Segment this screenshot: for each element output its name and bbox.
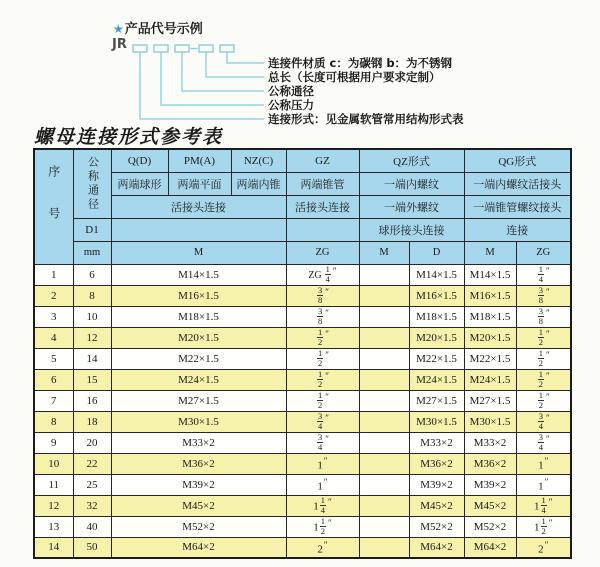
header-unit-qg-m: M <box>464 241 516 264</box>
table-row <box>34 369 571 390</box>
header-group-gz: GZ <box>286 149 359 172</box>
table-header <box>34 149 571 264</box>
header-external-thread: 一端外螺纹 <box>359 195 464 218</box>
cell-qg-m: M36×2 <box>464 453 516 474</box>
cell-gz-size: $\frac{1}{2}$ ″ <box>286 369 359 390</box>
table-row <box>34 285 571 306</box>
cell-gz-size: 1 $\frac{1}{4}$ ″ <box>286 495 359 516</box>
header-desc-pma: 两端平面 <box>168 172 231 195</box>
cell-qz-m <box>359 474 409 495</box>
header-unit-m: M <box>111 241 286 264</box>
cell-qg-m: M33×2 <box>464 432 516 453</box>
cell-gz-size: $\frac{1}{2}$ ″ <box>286 390 359 411</box>
cell-union-thread: M33×2 <box>111 432 286 453</box>
cell-qg-zg: 2″ <box>516 537 571 558</box>
header-unit-qz-d: D <box>409 241 464 264</box>
cell-qg-zg: $\frac{1}{2}$ ″ <box>516 369 571 390</box>
cell-seq: 1 <box>34 264 73 285</box>
cell-qz-d: M24×1.5 <box>409 369 464 390</box>
cell-nominal-diameter: 20 <box>73 432 111 453</box>
product-code-boxes <box>133 45 234 52</box>
header-d1: D1 <box>73 218 111 241</box>
cell-union-thread: M14×1.5 <box>111 264 286 285</box>
cell-nominal-diameter: 40 <box>73 516 111 537</box>
cell-qz-d: M36×2 <box>409 453 464 474</box>
cell-qg-zg: 1″ <box>516 474 571 495</box>
code-box <box>199 45 213 52</box>
header-group-qg: QG形式 <box>464 149 571 172</box>
cell-gz-size: $\frac{1}{2}$ ″ <box>286 327 359 348</box>
connector-line <box>140 52 264 119</box>
table-row <box>34 348 571 369</box>
header-desc-nzc: 两端内锥 <box>231 172 286 195</box>
cell-seq: 7 <box>34 390 73 411</box>
cell-gz-size: $\frac{1}{2}$ ″ <box>286 348 359 369</box>
header-unit-mm: mm <box>73 241 111 264</box>
cell-qg-m: M20×1.5 <box>464 327 516 348</box>
table-row <box>34 474 571 495</box>
cell-qg-zg: $\frac{3}{4}$ ″ <box>516 411 571 432</box>
code-label-nominal-pressure: 公称压力 <box>268 98 314 112</box>
cell-qg-m: M18×1.5 <box>464 306 516 327</box>
cell-qg-zg: 1 $\frac{1}{2}$ ″ <box>516 516 571 537</box>
header-seq: 序号 <box>34 149 73 264</box>
code-label-nominal-diameter: 公称通径 <box>268 84 314 98</box>
cell-union-thread: M64×2 <box>111 537 286 558</box>
cell-gz-size: 1″ <box>286 453 359 474</box>
cell-qz-m <box>359 327 409 348</box>
star-icon: ★ <box>113 22 124 36</box>
cell-qg-m: M22×1.5 <box>464 348 516 369</box>
cell-nominal-diameter: 10 <box>73 306 111 327</box>
cell-gz-size: $\frac{3}{8}$ ″ <box>286 285 359 306</box>
cell-qg-m: M52×2 <box>464 516 516 537</box>
cell-qz-m <box>359 369 409 390</box>
cell-qg-m: M24×1.5 <box>464 369 516 390</box>
table-row <box>34 432 571 453</box>
header-union-connection-gz: 活接头连接 <box>286 195 359 218</box>
cell-qg-zg: $\frac{3}{4}$ ″ <box>516 432 571 453</box>
cell-union-thread: M24×1.5 <box>111 369 286 390</box>
cell-qz-m <box>359 285 409 306</box>
product-code-prefix: JR <box>112 37 127 52</box>
cell-qz-d: M14×1.5 <box>409 264 464 285</box>
cell-qg-zg: $\frac{1}{2}$ ″ <box>516 348 571 369</box>
cell-nominal-diameter: 8 <box>73 285 111 306</box>
code-label-connection-type: 连接形式：见金属软管常用结构形式表 <box>268 112 464 126</box>
code-label-length: 总长（长度可根据用户要求定制） <box>268 70 441 84</box>
cell-qz-d: M16×1.5 <box>409 285 464 306</box>
cell-qz-m <box>359 432 409 453</box>
code-box <box>175 45 189 52</box>
cell-gz-size: 1″ <box>286 474 359 495</box>
header-group-nzc: NZ(C) <box>231 149 286 172</box>
cell-nominal-diameter: 22 <box>73 453 111 474</box>
table-row <box>34 516 571 537</box>
cell-qz-d: M30×1.5 <box>409 411 464 432</box>
header-desc-qd: 两端球形 <box>111 172 168 195</box>
cell-seq: 3 <box>34 306 73 327</box>
table-row <box>34 327 571 348</box>
cell-seq: 8 <box>34 411 73 432</box>
cell-seq: 12 <box>34 495 73 516</box>
header-nominal-diameter: 公称通径 <box>73 149 111 218</box>
cell-gz-size: 2″ <box>286 537 359 558</box>
cell-qz-d: M20×1.5 <box>409 327 464 348</box>
cell-qg-zg: $\frac{1}{2}$ ″ <box>516 390 571 411</box>
cell-seq: 11 <box>34 474 73 495</box>
cell-union-thread: M16×1.5 <box>111 285 286 306</box>
header-desc-qz: 一端内螺纹 <box>359 172 464 195</box>
cell-nominal-diameter: 15 <box>73 369 111 390</box>
cell-seq: 2 <box>34 285 73 306</box>
header-desc-gz: 两端锥管 <box>286 172 359 195</box>
cell-union-thread: M27×1.5 <box>111 390 286 411</box>
cell-gz-size: $\frac{3}{4}$ ″ <box>286 432 359 453</box>
header-group-qd: Q(D) <box>111 149 168 172</box>
header-row-3 <box>34 195 571 218</box>
cell-union-thread: M36×2 <box>111 453 286 474</box>
cell-qz-m <box>359 495 409 516</box>
cell-seq: 9 <box>34 432 73 453</box>
cell-qg-m: M27×1.5 <box>464 390 516 411</box>
code-box <box>220 45 234 52</box>
cell-qz-d: M18×1.5 <box>409 306 464 327</box>
code-label-material: 连接件材质 c：为碳钢 b：为不锈钢 <box>268 56 453 70</box>
cell-gz-size: 1 $\frac{1}{2}$ ″ <box>286 516 359 537</box>
cell-qg-m: M30×1.5 <box>464 411 516 432</box>
cell-nominal-diameter: 16 <box>73 390 111 411</box>
cell-qg-zg: $\frac{3}{8}$ ″ <box>516 285 571 306</box>
cell-qg-zg: 1 $\frac{1}{4}$ ″ <box>516 495 571 516</box>
header-row-4 <box>34 218 571 241</box>
product-code-title-text: 产品代号示例 <box>124 22 203 37</box>
cell-qz-m <box>359 390 409 411</box>
cell-nominal-diameter: 25 <box>73 474 111 495</box>
cell-qz-d: M45×2 <box>409 495 464 516</box>
cell-nominal-diameter: 14 <box>73 348 111 369</box>
cell-qz-m <box>359 264 409 285</box>
cell-union-thread: M30×1.5 <box>111 411 286 432</box>
cell-qg-m: M64×2 <box>464 537 516 558</box>
cell-qg-m: M16×1.5 <box>464 285 516 306</box>
cell-qg-m: M39×2 <box>464 474 516 495</box>
cell-qz-d: M39×2 <box>409 474 464 495</box>
cell-qg-zg: $\frac{1}{2}$ ″ <box>516 327 571 348</box>
header-unit-zg: ZG <box>286 241 359 264</box>
cell-qz-m <box>359 411 409 432</box>
table-row <box>34 264 571 285</box>
header-union-connection: 活接头连接 <box>111 195 286 218</box>
table-body <box>34 264 571 558</box>
table-row <box>34 390 571 411</box>
connector-lines <box>140 52 264 119</box>
connector-line <box>206 52 264 77</box>
cell-qg-m: M45×2 <box>464 495 516 516</box>
cell-qz-d: M27×1.5 <box>409 390 464 411</box>
cell-qz-d: M22×1.5 <box>409 348 464 369</box>
cell-union-thread: M39×2 <box>111 474 286 495</box>
header-row-1 <box>34 149 571 172</box>
code-box <box>154 45 168 52</box>
table-title: 螺母连接形式参考表 <box>34 127 224 148</box>
cell-union-thread: M20×1.5 <box>111 327 286 348</box>
cell-qz-m <box>359 516 409 537</box>
cell-qg-zg: 1″ <box>516 453 571 474</box>
cell-qz-d: M52×2 <box>409 516 464 537</box>
cell-nominal-diameter: 50 <box>73 537 111 558</box>
header-connection: 连接 <box>464 218 571 241</box>
cell-qz-d: M64×2 <box>409 537 464 558</box>
cell-seq: 14 <box>34 537 73 558</box>
code-box <box>133 45 147 52</box>
product-code-diagram <box>0 0 600 130</box>
header-unit-qg-zg: ZG <box>516 241 571 264</box>
header-taper-thread-joint: 一端锥管螺纹接头 <box>464 195 571 218</box>
header-desc-qg: 一端内螺纹活接头 <box>464 172 571 195</box>
cell-nominal-diameter: 32 <box>73 495 111 516</box>
header-blank-cell <box>111 218 286 241</box>
header-row-5 <box>34 241 571 264</box>
connector-line <box>182 52 264 91</box>
cell-qz-d: M33×2 <box>409 432 464 453</box>
cell-nominal-diameter: 18 <box>73 411 111 432</box>
cell-nominal-diameter: 6 <box>73 264 111 285</box>
cell-gz-size: $\frac{3}{4}$ ″ <box>286 411 359 432</box>
cell-gz-size: $\frac{3}{8}$ ″ <box>286 306 359 327</box>
cell-qg-zg: $\frac{1}{4}$ ″ <box>516 264 571 285</box>
cell-qz-m <box>359 453 409 474</box>
connector-line <box>161 52 264 105</box>
header-blank-cell <box>286 218 359 241</box>
nut-connection-reference-table <box>33 148 572 559</box>
cell-qz-m <box>359 537 409 558</box>
cell-union-thread: M18×1.5 <box>111 306 286 327</box>
cell-gz-size: ZG $\frac{1}{4}$ ″ <box>286 264 359 285</box>
cell-seq: 6 <box>34 369 73 390</box>
header-row-2 <box>34 172 571 195</box>
cell-union-thread: M22×1.5 <box>111 348 286 369</box>
cell-union-thread: M52×2 <box>111 516 286 537</box>
table-row <box>34 453 571 474</box>
header-group-qz: QZ形式 <box>359 149 464 172</box>
cell-qz-m <box>359 348 409 369</box>
cell-seq: 10 <box>34 453 73 474</box>
header-group-pma: PM(A) <box>168 149 231 172</box>
cell-qz-m <box>359 306 409 327</box>
cell-nominal-diameter: 12 <box>73 327 111 348</box>
table-row <box>34 495 571 516</box>
cell-qg-zg: $\frac{3}{8}$ ″ <box>516 306 571 327</box>
cell-seq: 4 <box>34 327 73 348</box>
header-ball-joint-connection: 球形接头连接 <box>359 218 464 241</box>
cell-seq: 5 <box>34 348 73 369</box>
cell-qg-m: M14×1.5 <box>464 264 516 285</box>
table-row <box>34 306 571 327</box>
cell-union-thread: M45×2 <box>111 495 286 516</box>
connector-line <box>227 52 264 63</box>
cell-seq: 13 <box>34 516 73 537</box>
header-unit-qz-m: M <box>359 241 409 264</box>
table-row <box>34 537 571 558</box>
table-row <box>34 411 571 432</box>
